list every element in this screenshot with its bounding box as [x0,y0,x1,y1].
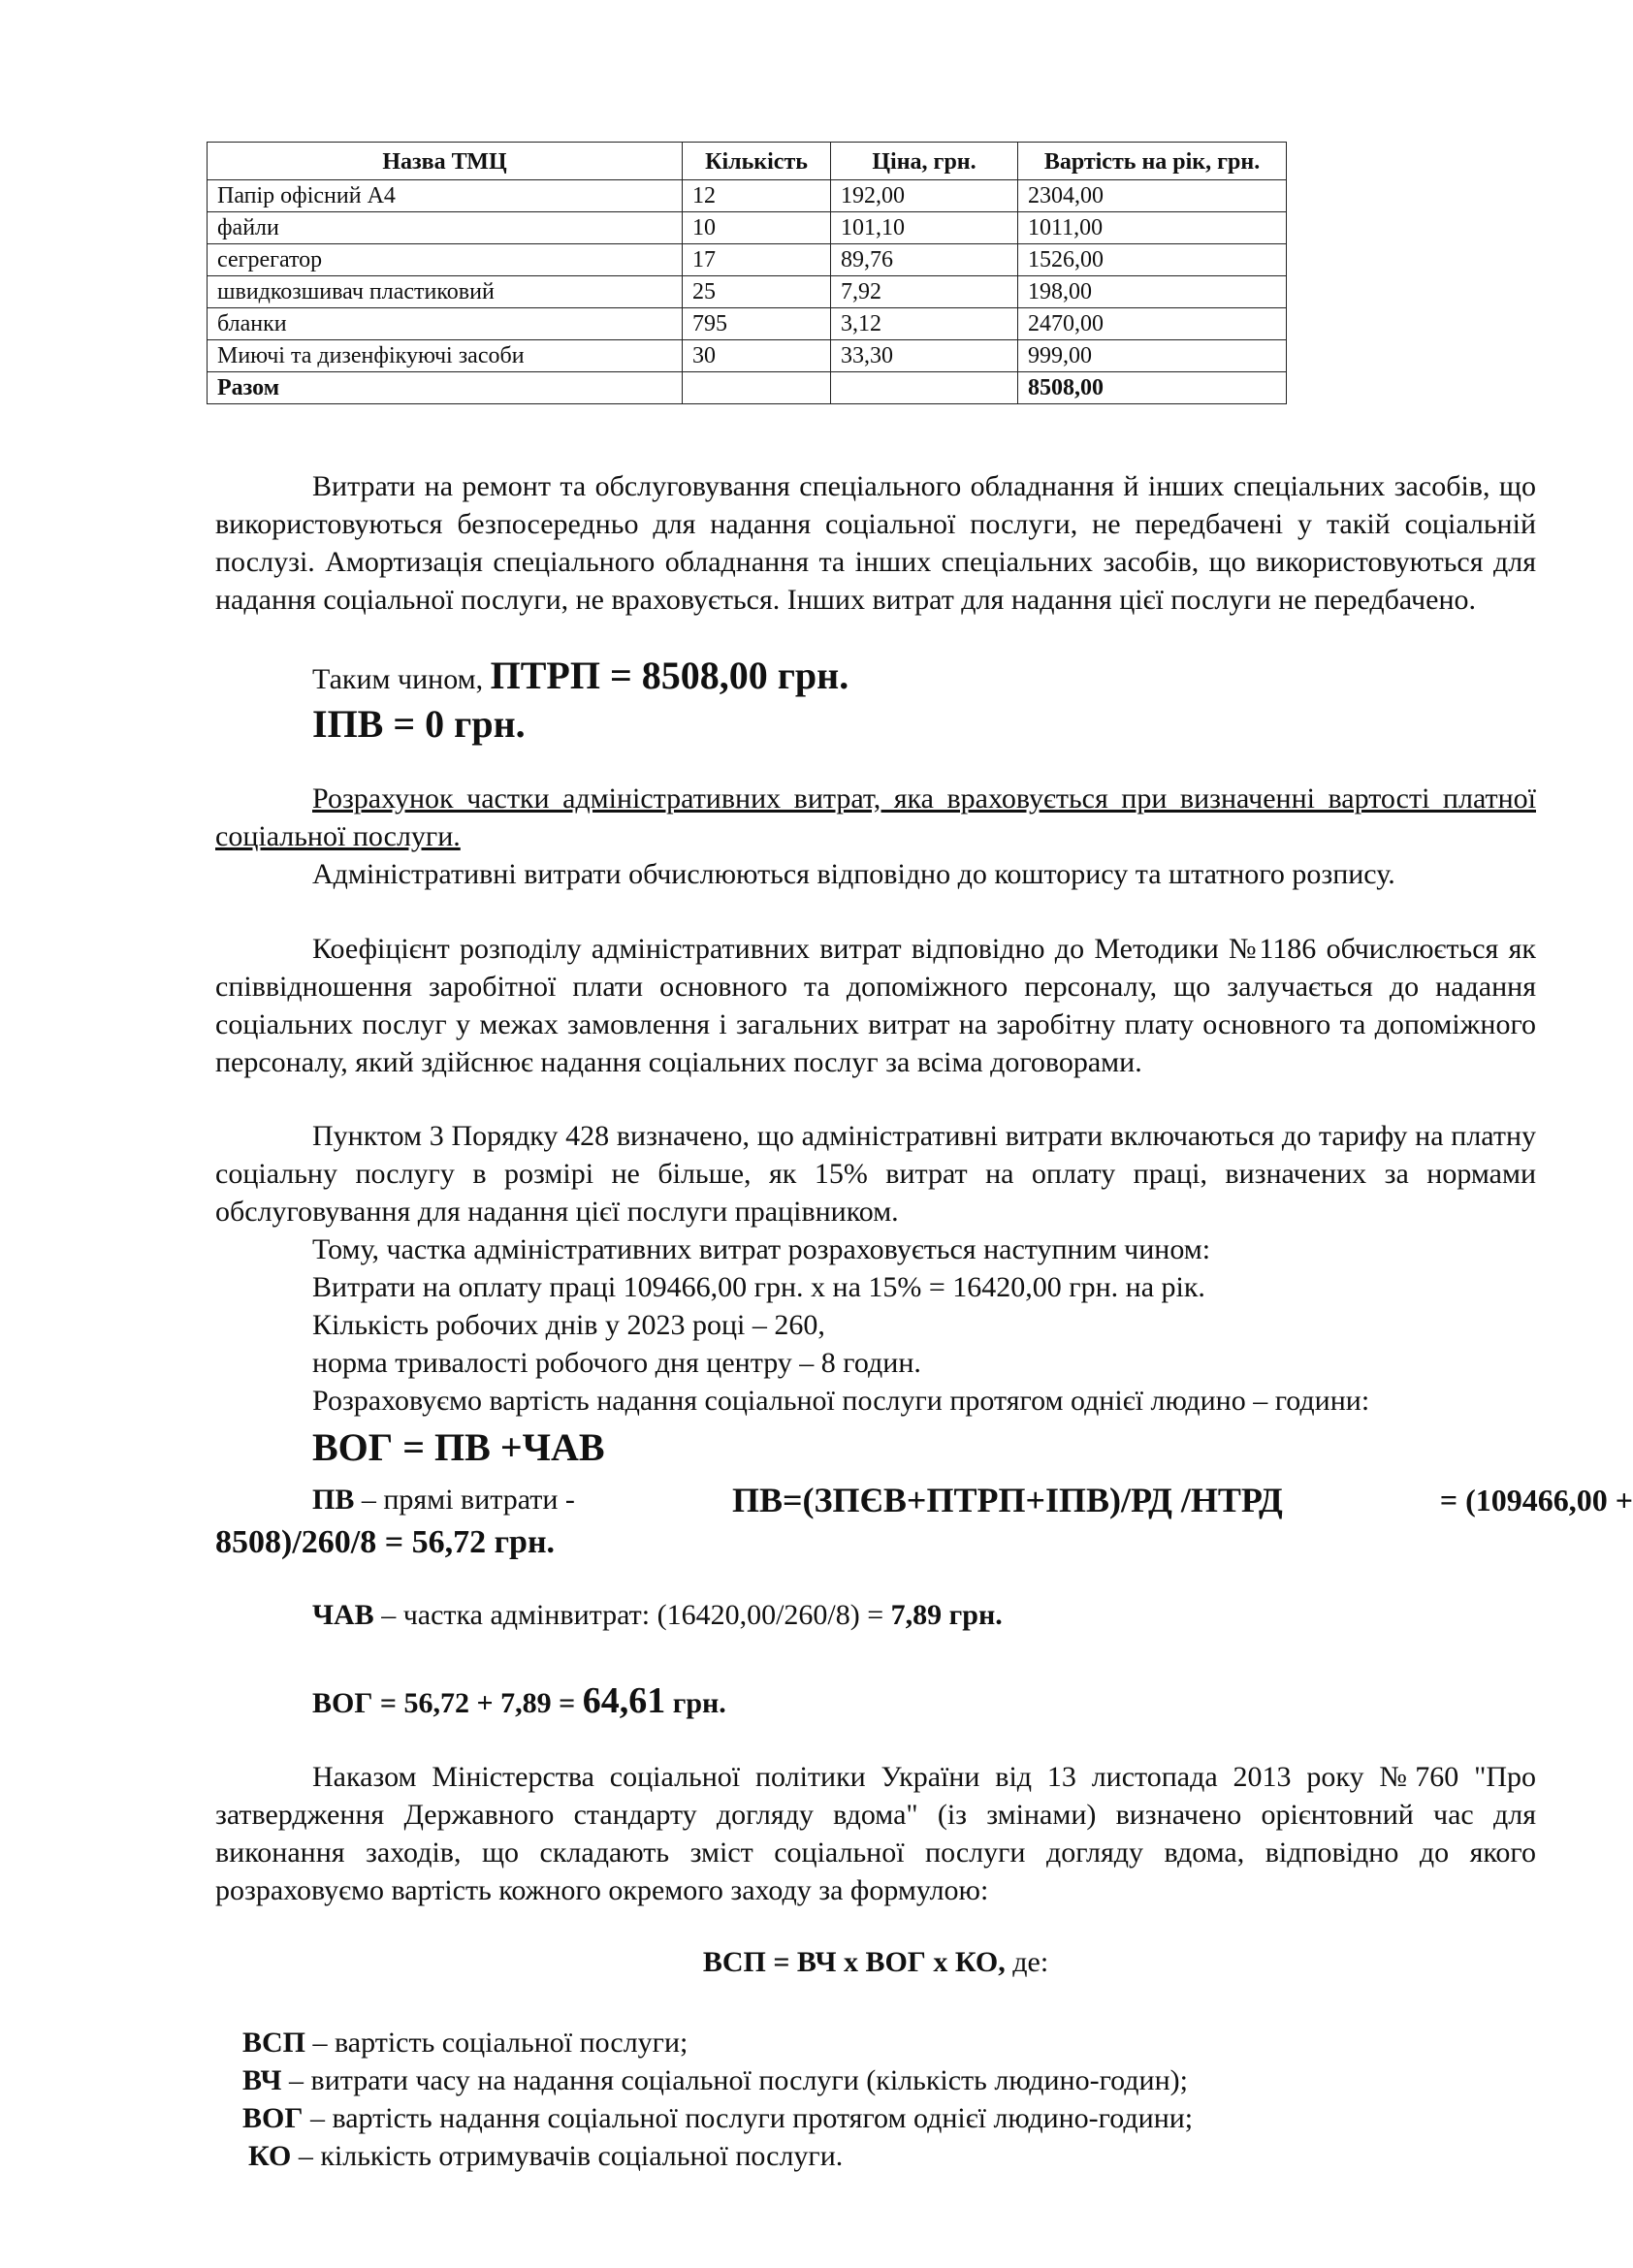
cell-price: 89,76 [831,244,1018,276]
definition-item [242,2099,1503,2137]
cell-annual-cost: 2470,00 [1018,308,1287,340]
cell-annual-cost: 2304,00 [1018,180,1287,212]
vog-calc: ВОГ = 56,72 + 7,89 = [312,1687,576,1719]
header-price: Ціна, грн. [831,143,1018,180]
cell-annual-cost: 198,00 [1018,276,1287,308]
cell-name: сегрегатор [208,244,683,276]
total-empty-cell [831,372,1018,404]
cell-quantity: 17 [683,244,831,276]
chav-result: 7,89 грн. [890,1599,1003,1631]
ptrp-prefix: Таким чином, [312,663,484,695]
cell-name: бланки [208,308,683,340]
vsp-suffix: де: [1012,1946,1049,1978]
pv-formula: ПВ=(ЗПЄВ+ПТРП+ІПВ)/РД /НТРД [731,1481,1283,1519]
total-value: 8508,00 [1018,372,1287,404]
section-heading: Розрахунок частки адміністративних витрат, яка враховується при визначенні вартості платної соціальної послуги. [215,783,1536,852]
definition-term: ВЧ [242,2064,282,2096]
cell-quantity: 10 [683,212,831,244]
cell-quantity: 30 [683,340,831,372]
pv-label: ПВ [312,1484,355,1516]
pv-equation: = (109466,00 + [1439,1483,1633,1517]
definition-term: КО [248,2140,292,2172]
pv-line [215,1476,1633,1524]
cell-quantity: 25 [683,276,831,308]
cell-price: 192,00 [831,180,1018,212]
vsp-formula: ВСП = ВЧ х ВОГ х КО, [702,1946,1006,1978]
pv-text: – прямі витрати - [361,1484,575,1516]
header-annual-cost: Вартість на рік, грн. [1018,143,1287,180]
chav-label: ЧАВ [312,1599,374,1631]
table-row [208,180,1287,212]
cell-price: 33,30 [831,340,1018,372]
definition-text: – вартість соціальної послуги; [312,2027,688,2059]
cell-annual-cost: 1011,00 [1018,212,1287,244]
vsp-formula-line [215,1942,1536,1983]
definition-item [242,2137,1503,2175]
definition-item [242,2024,1503,2061]
table-row [208,308,1287,340]
header-name: Назва ТМЦ [208,143,683,180]
definition-term: ВСП [242,2027,306,2059]
text-line-workday-norm: норма тривалості робочого дня центру – 8 годин. [312,1347,921,1379]
definition-text: – вартість надання соціальної послуги протягом однієї людино-години; [309,2102,1194,2134]
chav-text: – частка адмінвитрат: (16420,00/260/8) = [381,1599,884,1631]
ipv-value: ІПВ = 0 грн. [312,702,526,746]
paragraph-order-428: Пунктом 3 Порядку 428 визначено, що адміністративні витрати включаються до тарифу на платну соціальну послугу в розмірі не більше, як 15% витрат на оплату праці, визначених за нормами обслуговування для надання цієї послуги працівником. [215,1120,1536,1228]
cell-annual-cost: 999,00 [1018,340,1287,372]
cell-price: 101,10 [831,212,1018,244]
paragraph-repair-costs: Витрати на ремонт та обслуговування спеціального обладнання й інших спеціальних засобів, що використовуються безпосередньо для надання соціальної послуги, не передбачені у такій соціальній послузі. Амортизація спеціального обладнання та інших спеціальних засобів, що використовуються для надання соціальної послуги, не враховується. Інших витрат для надання цієї послуги не передбачено. [215,470,1536,616]
cell-name: файли [208,212,683,244]
total-empty-cell [683,372,831,404]
cell-name: Миючі та дизенфікуючі засоби [208,340,683,372]
table-row [208,340,1287,372]
table-header-row [208,143,1287,180]
text-line-hourly-cost: Розраховуємо вартість надання соціальної послуги протягом однієї людино – години: [312,1385,1370,1417]
ptrp-value: ПТРП = 8508,00 грн. [490,654,849,697]
text-line-labor-cost: Витрати на оплату праці 109466,00 грн. х на 15% = 16420,00 грн. на рік. [312,1271,1205,1303]
definition-text: – кількість отримувачів соціальної послуги. [298,2140,844,2172]
table-row [208,244,1287,276]
table-row [208,276,1287,308]
cell-name: Папір офісний А4 [208,180,683,212]
pv-result: 8508)/260/8 = 56,72 грн. [215,1524,556,1560]
materials-table [207,142,1287,404]
vog-unit: грн. [672,1687,726,1719]
chav-line [215,1596,1633,1634]
cell-name: швидкозшивач пластиковий [208,276,683,308]
header-quantity: Кількість [683,143,831,180]
vog-result: 64,61 [582,1680,666,1721]
vog-calc-line [215,1677,1633,1727]
cell-price: 3,12 [831,308,1018,340]
ptrp-line [215,652,1633,704]
table-row [208,212,1287,244]
cell-price: 7,92 [831,276,1018,308]
paragraph-order-760: Наказом Міністерства соціальної політики України від 13 листопада 2013 року №760 "Про затвердження Державного стандарту догляду вдома" (із змінами) визначено орієнтовний час для виконання заходів, що складають зміст соціальної послуги догляду вдома, відповідно до якого розраховуємо вартість кожного окремого заходу за формулою: [215,1761,1536,1906]
vog-formula: ВОГ = ПВ +ЧАВ [312,1425,605,1469]
definitions-list [242,2024,1503,2175]
text-line-work-days: Кількість робочих днів у 2023 році – 260, [312,1309,825,1341]
cell-quantity: 795 [683,308,831,340]
paragraph-coefficient: Коефіцієнт розподілу адміністративних витрат відповідно до Методики №1186 обчислюється як співвідношення заробітної плати основного та допоміжного персоналу, що залучається до надання соціальних послуг у межах замовлення і загальних витрат на заробітну плату основного та допоміжного персоналу, який здійснює надання соціальних послуг за всіма договорами. [215,933,1536,1078]
paragraph-admin-costs: Адміністративні витрати обчислюються відповідно до кошторису та штатного розпису. [312,858,1395,890]
definition-term: ВОГ [242,2102,304,2134]
definition-item [242,2061,1503,2099]
cell-annual-cost: 1526,00 [1018,244,1287,276]
definition-text: – витрати часу на надання соціальної послуги (кількість людино-годин); [289,2064,1188,2096]
total-label: Разом [208,372,683,404]
cell-quantity: 12 [683,180,831,212]
text-line-share: Тому, частка адміністративних витрат розраховується наступним чином: [312,1233,1211,1265]
table-total-row [208,372,1287,404]
